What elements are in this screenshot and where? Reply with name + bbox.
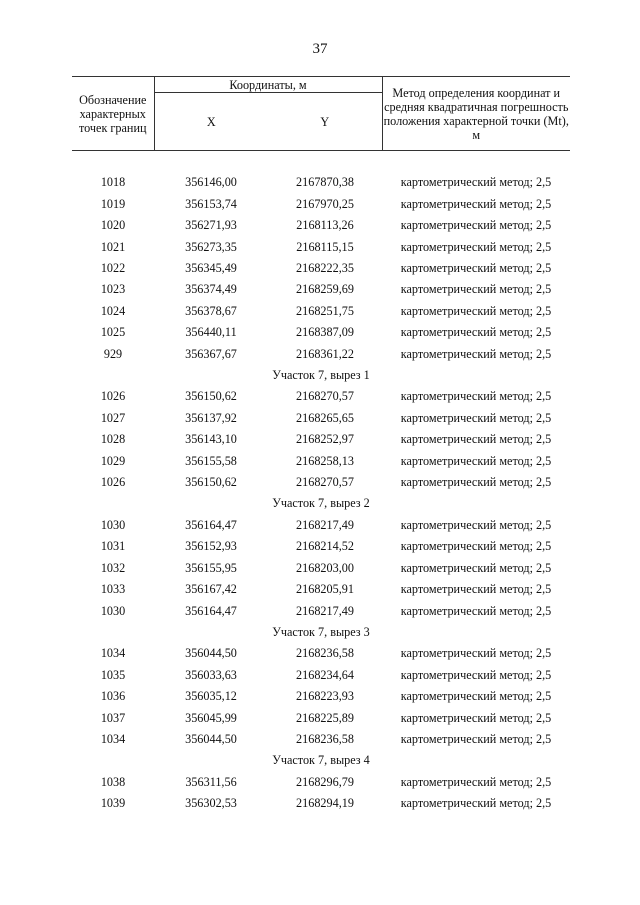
x-cell: 356033,63 <box>185 667 237 682</box>
point-cell: 1038 <box>100 774 126 789</box>
point-cell: 1032 <box>100 560 126 575</box>
point-cell: 1019 <box>100 196 126 211</box>
y-cell: 2167870,38 <box>296 175 354 190</box>
point-cell: 1025 <box>100 325 126 340</box>
x-cell: 356150,62 <box>185 475 237 490</box>
y-cell: 2168115,15 <box>296 239 354 254</box>
method-cell: картометрический метод; 2,5 <box>400 603 552 618</box>
method-cell: картометрический метод; 2,5 <box>400 196 552 211</box>
x-cell: 356045,99 <box>185 710 237 725</box>
table-row <box>72 558 570 579</box>
table-row <box>72 472 570 493</box>
x-cell: 356164,47 <box>185 603 237 618</box>
method-cell: картометрический метод; 2,5 <box>400 667 552 682</box>
section-label: Участок 7, вырез 3 <box>272 624 370 639</box>
point-cell: 1034 <box>100 646 126 661</box>
section-row <box>72 622 570 643</box>
method-cell: картометрический метод; 2,5 <box>400 710 552 725</box>
y-cell: 2168217,49 <box>296 517 354 532</box>
point-cell: 1022 <box>100 261 126 276</box>
x-cell: 356378,67 <box>185 303 237 318</box>
method-cell: картометрический метод; 2,5 <box>400 389 552 404</box>
method-cell: картометрический метод; 2,5 <box>400 689 552 704</box>
table-row <box>72 665 570 686</box>
point-cell: 1039 <box>100 796 126 811</box>
y-cell: 2168214,52 <box>296 539 354 554</box>
x-cell: 356155,58 <box>185 453 237 468</box>
table-row <box>72 322 570 343</box>
table-row <box>72 686 570 707</box>
section-label: Участок 7, вырез 2 <box>272 496 370 511</box>
table-row <box>72 708 570 729</box>
x-cell: 356311,56 <box>185 774 237 789</box>
coordinates-table <box>72 76 570 815</box>
y-cell: 2168222,35 <box>296 261 354 276</box>
table-header <box>72 77 570 173</box>
x-cell: 356153,74 <box>185 196 237 211</box>
section-row <box>72 750 570 771</box>
x-cell: 356345,49 <box>185 261 237 276</box>
point-cell: 1034 <box>100 731 126 746</box>
y-cell: 2168217,49 <box>296 603 354 618</box>
table-row <box>72 172 570 193</box>
method-cell: картометрический метод; 2,5 <box>400 582 552 597</box>
table-row <box>72 386 570 407</box>
section-label: Участок 7, вырез 4 <box>272 753 370 768</box>
table-row <box>72 279 570 300</box>
point-cell: 1031 <box>100 539 126 554</box>
point-cell: 1020 <box>100 218 126 233</box>
method-cell: картометрический метод; 2,5 <box>400 432 552 447</box>
point-cell: 1021 <box>100 239 126 254</box>
method-cell: картометрический метод; 2,5 <box>400 796 552 811</box>
table-row <box>72 408 570 429</box>
x-cell: 356155,95 <box>185 560 237 575</box>
point-cell: 1018 <box>100 175 126 190</box>
method-cell: картометрический метод; 2,5 <box>400 517 552 532</box>
y-cell: 2168387,09 <box>296 325 354 340</box>
y-cell: 2168234,64 <box>296 667 354 682</box>
point-cell: 1037 <box>100 710 126 725</box>
table-row <box>72 215 570 236</box>
table-row <box>72 451 570 472</box>
table-row <box>72 515 570 536</box>
table-row <box>72 579 570 600</box>
x-cell: 356302,53 <box>185 796 237 811</box>
section-label: Участок 7, вырез 1 <box>272 368 370 383</box>
x-cell: 356271,93 <box>185 218 237 233</box>
method-cell: картометрический метод; 2,5 <box>400 410 552 425</box>
method-cell: картометрический метод; 2,5 <box>400 475 552 490</box>
y-cell: 2168225,89 <box>296 710 354 725</box>
x-cell: 356137,92 <box>185 410 237 425</box>
y-cell: 2168223,93 <box>296 689 354 704</box>
x-cell: 356044,50 <box>185 646 237 661</box>
y-column-header: Y <box>268 93 382 151</box>
section-row <box>72 365 570 386</box>
method-cell: картометрический метод; 2,5 <box>400 346 552 361</box>
page-number: 37 <box>312 41 328 57</box>
x-cell: 356146,00 <box>185 175 237 190</box>
y-cell: 2167970,25 <box>296 196 354 211</box>
table-row <box>72 601 570 622</box>
method-cell: картометрический метод; 2,5 <box>400 560 552 575</box>
method-cell: картометрический метод; 2,5 <box>400 539 552 554</box>
x-cell: 356143,10 <box>185 432 237 447</box>
x-cell: 356167,42 <box>185 582 237 597</box>
y-cell: 2168251,75 <box>296 303 354 318</box>
table-row <box>72 772 570 793</box>
table-row <box>72 536 570 557</box>
table-row <box>72 793 570 814</box>
x-cell: 356152,93 <box>185 539 237 554</box>
method-cell: картометрический метод; 2,5 <box>400 325 552 340</box>
method-cell: картометрический метод; 2,5 <box>400 646 552 661</box>
point-cell: 1027 <box>100 410 126 425</box>
x-column-header: X <box>154 93 268 151</box>
point-cell: 1030 <box>100 517 126 532</box>
x-cell: 356035,12 <box>185 689 237 704</box>
method-cell: картометрический метод; 2,5 <box>400 731 552 746</box>
y-cell: 2168361,22 <box>296 346 354 361</box>
table-row <box>72 429 570 450</box>
y-cell: 2168203,00 <box>296 560 354 575</box>
x-cell: 356440,11 <box>185 325 237 340</box>
table-row <box>72 301 570 322</box>
x-cell: 356150,62 <box>185 389 237 404</box>
table-row <box>72 237 570 258</box>
y-cell: 2168294,19 <box>296 796 354 811</box>
point-column-header: Обозначение характерных точек границ <box>72 77 154 151</box>
y-cell: 2168113,26 <box>296 218 354 233</box>
method-cell: картометрический метод; 2,5 <box>400 239 552 254</box>
point-cell: 1023 <box>100 282 126 297</box>
y-cell: 2168205,91 <box>296 582 354 597</box>
x-cell: 356367,67 <box>185 346 237 361</box>
y-cell: 2168252,97 <box>296 432 354 447</box>
y-cell: 2168236,58 <box>296 731 354 746</box>
table-row <box>72 194 570 215</box>
method-cell: картометрический метод; 2,5 <box>400 261 552 276</box>
method-cell: картометрический метод; 2,5 <box>400 175 552 190</box>
point-cell: 1026 <box>100 475 126 490</box>
point-cell: 1024 <box>100 303 126 318</box>
y-cell: 2168270,57 <box>296 389 354 404</box>
point-cell: 1033 <box>100 582 126 597</box>
coordinates-column-header: Координаты, м <box>154 77 382 93</box>
table-row <box>72 643 570 664</box>
method-column-header: Метод определения координат и средняя квадратичная погрешность положения характерной точки (Мt), м <box>382 77 570 151</box>
x-cell: 356164,47 <box>185 517 237 532</box>
table-body <box>72 172 570 814</box>
method-cell: картометрический метод; 2,5 <box>400 453 552 468</box>
section-row <box>72 493 570 514</box>
method-cell: картометрический метод; 2,5 <box>400 282 552 297</box>
y-cell: 2168259,69 <box>296 282 354 297</box>
table-row <box>72 729 570 750</box>
method-cell: картометрический метод; 2,5 <box>400 774 552 789</box>
point-cell: 1035 <box>100 667 126 682</box>
x-cell: 356273,35 <box>185 239 237 254</box>
point-cell: 1036 <box>100 689 126 704</box>
point-cell: 1026 <box>100 389 126 404</box>
x-cell: 356044,50 <box>185 731 237 746</box>
point-cell: 1030 <box>100 603 126 618</box>
point-cell: 929 <box>103 346 123 361</box>
y-cell: 2168236,58 <box>296 646 354 661</box>
point-cell: 1028 <box>100 432 126 447</box>
method-cell: картометрический метод; 2,5 <box>400 303 552 318</box>
y-cell: 2168265,65 <box>296 410 354 425</box>
y-cell: 2168296,79 <box>296 774 354 789</box>
y-cell: 2168270,57 <box>296 475 354 490</box>
y-cell: 2168258,13 <box>296 453 354 468</box>
table-row <box>72 344 570 365</box>
method-cell: картометрический метод; 2,5 <box>400 218 552 233</box>
x-cell: 356374,49 <box>185 282 237 297</box>
point-cell: 1029 <box>100 453 126 468</box>
table-row <box>72 258 570 279</box>
